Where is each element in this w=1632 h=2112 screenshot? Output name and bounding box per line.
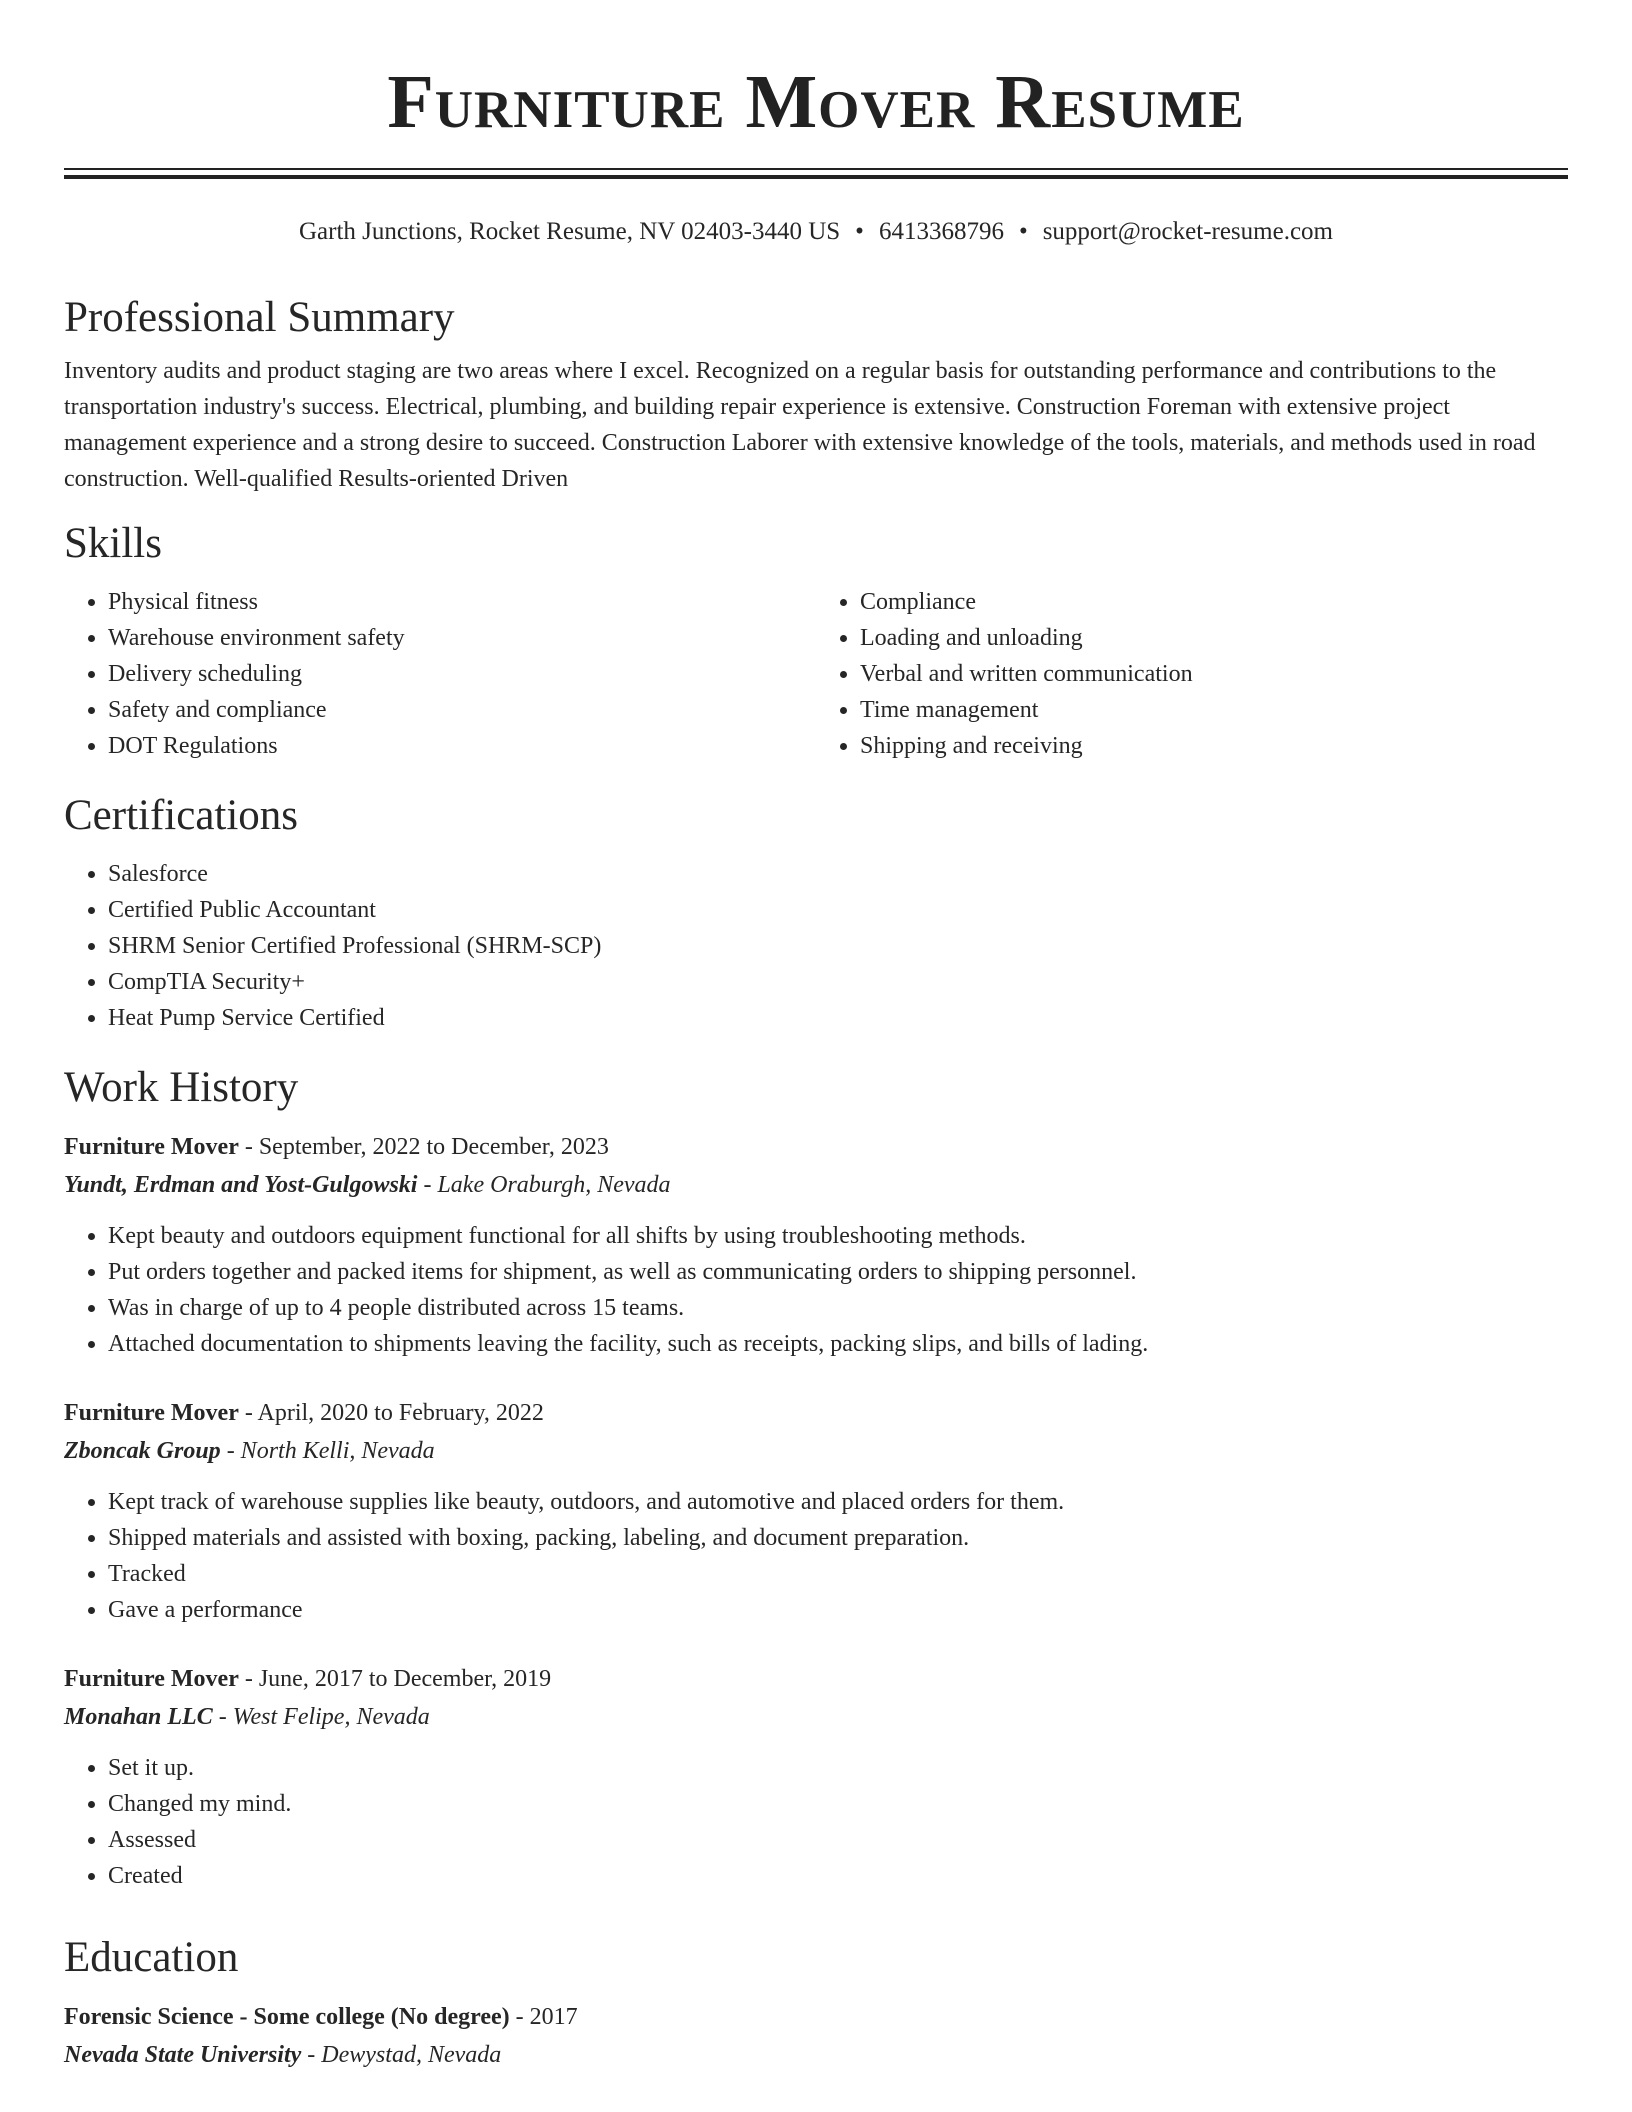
list-item: • DOT Regulations bbox=[108, 728, 816, 764]
list-item: • Put orders together and packed items for shipment, as well as communicating orders to shipping personnel. bbox=[108, 1254, 1568, 1290]
list-item: • Certified Public Accountant bbox=[108, 892, 1568, 928]
list-item: • Shipping and receiving bbox=[860, 728, 1568, 764]
job-company-line bbox=[64, 1698, 1568, 1736]
job-title: Furniture Mover bbox=[64, 1666, 239, 1692]
list-item: • Physical fitness bbox=[108, 584, 816, 620]
list-item: • Time management bbox=[860, 692, 1568, 728]
certifications-section bbox=[64, 784, 1568, 1036]
job-entry bbox=[64, 1394, 1568, 1628]
list-item: • CompTIA Security+ bbox=[108, 964, 1568, 1000]
list-item: • Loading and unloading bbox=[860, 620, 1568, 656]
job-location: - West Felipe, Nevada bbox=[212, 1704, 430, 1730]
list-item: • Kept track of warehouse supplies like beauty, outdoors, and automotive and placed orders for them. bbox=[108, 1484, 1568, 1520]
job-location: - Lake Oraburgh, Nevada bbox=[417, 1172, 671, 1198]
title-divider-thick bbox=[64, 175, 1568, 179]
list-item: • Changed my mind. bbox=[108, 1786, 1568, 1822]
section-heading: Work History bbox=[64, 1064, 299, 1111]
work-history-section bbox=[64, 1056, 1568, 1894]
list-item: • Created bbox=[108, 1858, 1568, 1894]
job-duties-list bbox=[64, 1218, 1568, 1362]
contact-line bbox=[0, 214, 1632, 250]
job-company: Yundt, Erdman and Yost-Gulgowski bbox=[64, 1172, 418, 1198]
job-duties-list bbox=[64, 1484, 1568, 1628]
skills-columns bbox=[64, 584, 1568, 764]
list-item: • Shipped materials and assisted with boxing, packing, labeling, and document preparation. bbox=[108, 1520, 1568, 1556]
certifications-list bbox=[64, 856, 1568, 1036]
job-location: - North Kelli, Nevada bbox=[220, 1438, 435, 1464]
job-title-line bbox=[64, 1128, 1568, 1166]
section-heading: Certifications bbox=[64, 792, 299, 839]
job-title-line bbox=[64, 1394, 1568, 1432]
list-item: • SHRM Senior Certified Professional (SHRM-SCP) bbox=[108, 928, 1568, 964]
job-entry bbox=[64, 1660, 1568, 1894]
job-company: Monahan LLC bbox=[64, 1704, 213, 1730]
section-heading: Professional Summary bbox=[64, 294, 455, 341]
list-item: • Delivery scheduling bbox=[108, 656, 816, 692]
job-dates: - June, 2017 to December, 2019 bbox=[238, 1666, 552, 1692]
contact-email: support@rocket-resume.com bbox=[1042, 218, 1333, 245]
contact-address: Garth Junctions, Rocket Resume, NV 02403-3440 US bbox=[299, 218, 841, 245]
list-item: • Warehouse environment safety bbox=[108, 620, 816, 656]
skills-list-right bbox=[816, 584, 1568, 764]
job-title-line bbox=[64, 1660, 1568, 1698]
list-item: • Assessed bbox=[108, 1822, 1568, 1858]
list-item: • Heat Pump Service Certified bbox=[108, 1000, 1568, 1036]
job-company-line bbox=[64, 1166, 1568, 1204]
list-item: • Safety and compliance bbox=[108, 692, 816, 728]
list-item: • Gave a performance bbox=[108, 1592, 1568, 1628]
contact-phone: 6413368796 bbox=[878, 218, 1004, 245]
job-dates: - April, 2020 to February, 2022 bbox=[238, 1400, 544, 1426]
bullet-separator: • bbox=[1018, 218, 1028, 245]
bullet-separator: • bbox=[855, 218, 864, 245]
skills-list-left bbox=[64, 584, 816, 764]
job-company-line bbox=[64, 1432, 1568, 1470]
skills-section bbox=[64, 512, 1568, 764]
resume-title: Furniture Mover Resume bbox=[387, 60, 1245, 144]
list-item: • Verbal and written communication bbox=[860, 656, 1568, 692]
title-divider-thin bbox=[64, 168, 1568, 170]
list-item: • Tracked bbox=[108, 1556, 1568, 1592]
list-item: • Salesforce bbox=[108, 856, 1568, 892]
education-school-line bbox=[64, 2036, 1568, 2074]
education-degree-line bbox=[64, 1998, 1568, 2036]
education-section bbox=[64, 1926, 1568, 2074]
job-dates: - September, 2022 to December, 2023 bbox=[238, 1134, 609, 1160]
education-year: - 2017 bbox=[509, 2004, 578, 2030]
list-item: • Compliance bbox=[860, 584, 1568, 620]
education-location: - Dewystad, Nevada bbox=[301, 2042, 502, 2068]
education-degree: Forensic Science - Some college (No degree) bbox=[64, 2004, 510, 2030]
summary-section bbox=[64, 286, 1568, 497]
list-item: • Attached documentation to shipments leaving the facility, such as receipts, packing slips, and bills of lading. bbox=[108, 1326, 1568, 1362]
resume-content bbox=[64, 286, 1568, 2074]
list-item: • Kept beauty and outdoors equipment functional for all shifts by using troubleshooting methods. bbox=[108, 1218, 1568, 1254]
section-heading: Skills bbox=[64, 520, 162, 567]
job-entry bbox=[64, 1128, 1568, 1362]
list-item: • Set it up. bbox=[108, 1750, 1568, 1786]
job-title: Furniture Mover bbox=[64, 1400, 239, 1426]
education-school: Nevada State University bbox=[64, 2042, 302, 2068]
list-item: • Was in charge of up to 4 people distributed across 15 teams. bbox=[108, 1290, 1568, 1326]
job-title: Furniture Mover bbox=[64, 1134, 239, 1160]
job-duties-list bbox=[64, 1750, 1568, 1894]
summary-text: Inventory audits and product staging are two areas where I excel. Recognized on a regular basis for outstanding performance and contributions to the transportation industry's success. Electrical, plumbing, and building repair experience is extensive. Construction Foreman with extensive project management experience and a strong desire to succeed. Construction Laborer with extensive knowledge of the tools, materials, and methods used in road construction. Well-qualified Results-oriented Driven bbox=[64, 358, 1536, 492]
job-company: Zboncak Group bbox=[64, 1438, 221, 1464]
section-heading: Education bbox=[64, 1934, 239, 1981]
